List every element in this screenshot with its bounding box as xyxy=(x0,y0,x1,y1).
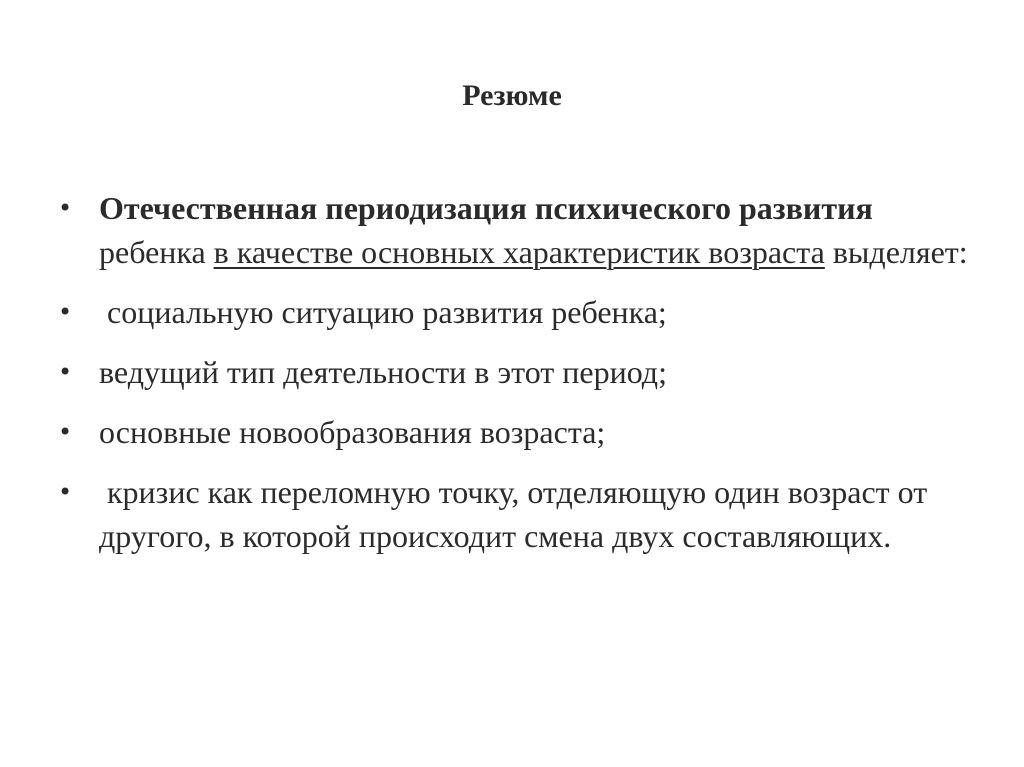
bullet-text: ведущий тип деятельности в этот период; xyxy=(99,354,667,390)
slide-title: Резюме xyxy=(462,79,562,112)
bullet-plain-text-end: выделяет: xyxy=(824,234,968,270)
bullet-plain-text: ребенка xyxy=(99,234,214,270)
bullet-list xyxy=(58,186,978,574)
bullet-text: основные новообразования возраста; xyxy=(99,414,606,450)
bullet-icon: • xyxy=(58,418,73,446)
bullet-text: кризис как переломную точку, отделяющую один возраст от другого, в которой происходит смена двух составляющих. xyxy=(99,474,928,554)
bullet-item-social-situation xyxy=(58,290,978,334)
bullet-underlined-text: в качестве основных характеристик возраста xyxy=(213,234,825,270)
bullet-item-neoformations xyxy=(58,410,978,454)
bullet-text: социальную ситуацию развития ребенка; xyxy=(107,294,667,330)
bullet-bold-text: Отечественная периодизация психического развития xyxy=(99,190,873,226)
bullet-icon: • xyxy=(58,298,73,326)
bullet-icon: • xyxy=(58,478,73,506)
bullet-icon: • xyxy=(58,358,73,386)
bullet-item-crisis xyxy=(58,470,978,558)
bullet-item-periodization xyxy=(58,186,978,274)
bullet-icon: • xyxy=(58,194,73,222)
bullet-item-leading-activity xyxy=(58,350,978,394)
